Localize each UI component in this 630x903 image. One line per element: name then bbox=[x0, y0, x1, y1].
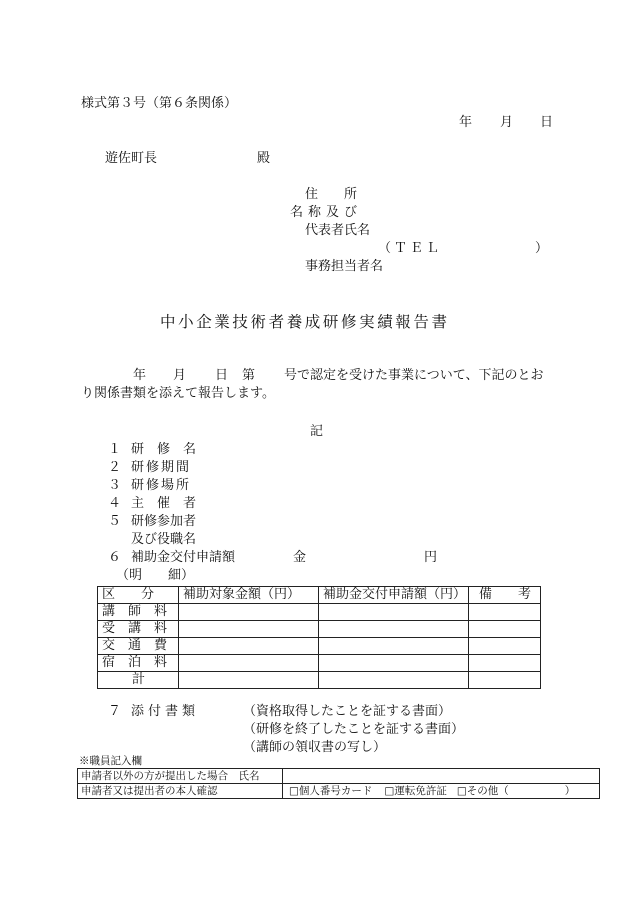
body-line2: り関係書類を添えて報告します。 bbox=[81, 386, 275, 401]
item-4-num: ４ bbox=[108, 496, 122, 511]
cell-requested[interactable] bbox=[319, 672, 469, 689]
cell-requested[interactable] bbox=[319, 621, 469, 638]
header-eligible-amount: 補助対象金額（円） bbox=[179, 587, 319, 604]
cell-remarks[interactable] bbox=[469, 604, 541, 621]
attachment-3: （講師の領収書の写し） bbox=[243, 740, 387, 755]
date-year-label: 年 bbox=[459, 115, 473, 130]
item-6-label: 補助金交付申請額 bbox=[131, 550, 236, 565]
breakdown-label: （明 細） bbox=[116, 568, 195, 583]
item-2-label: 研修期間 bbox=[131, 460, 192, 475]
attachment-1: （資格取得したことを証する書面） bbox=[243, 704, 452, 719]
document-title: 中小企業技術者養成研修実績報告書 bbox=[160, 313, 450, 331]
body-year: 年 bbox=[133, 368, 147, 383]
option-drivers-license[interactable]: □運転免許証 bbox=[384, 785, 447, 797]
attachment-2: （研修を終了したことを証する書面） bbox=[243, 722, 465, 737]
row-label: 受 講 料 bbox=[98, 621, 179, 638]
address-label: 住 所 bbox=[305, 187, 358, 202]
item-3-num: ３ bbox=[108, 478, 122, 493]
form-number: 様式第３号（第６条関係） bbox=[81, 96, 238, 111]
cell-requested[interactable] bbox=[319, 655, 469, 672]
row-label: 交 通 費 bbox=[98, 638, 179, 655]
item-7-num: ７ bbox=[108, 704, 122, 719]
option-other-close: ） bbox=[564, 785, 576, 797]
header-requested-amount: 補助金交付申請額（円） bbox=[319, 587, 469, 604]
cell-remarks[interactable] bbox=[469, 638, 541, 655]
tel-open: （ＴＥＬ bbox=[378, 241, 443, 256]
contact-label: 事務担当者名 bbox=[305, 259, 384, 274]
ki-label: 記 bbox=[310, 424, 324, 439]
body-line1-rest: 号で認定を受けた事業について、下記のとお bbox=[284, 368, 544, 383]
option-mynumber-card[interactable]: □個人番号カード bbox=[289, 785, 373, 797]
cell-eligible[interactable] bbox=[179, 655, 319, 672]
cell-remarks[interactable] bbox=[469, 672, 541, 689]
item-1-num: １ bbox=[108, 442, 122, 457]
item-5-num: ５ bbox=[108, 514, 122, 529]
addressee-name: 遊佐町長 bbox=[105, 151, 158, 166]
submitter-label: 申請者以外の方が提出した場合 氏名 bbox=[78, 769, 283, 784]
identity-options bbox=[283, 784, 600, 799]
cell-remarks[interactable] bbox=[469, 655, 541, 672]
item-4-label: 主 催 者 bbox=[131, 496, 197, 511]
table-row bbox=[98, 655, 541, 672]
cell-eligible[interactable] bbox=[179, 638, 319, 655]
table-row-total bbox=[98, 672, 541, 689]
item-5-label: 研修参加者 bbox=[131, 514, 197, 529]
submitter-name-cell[interactable] bbox=[283, 769, 600, 784]
breakdown-table bbox=[97, 586, 541, 689]
table-header-row bbox=[98, 587, 541, 604]
cell-remarks[interactable] bbox=[469, 621, 541, 638]
staff-heading: ※職員記入欄 bbox=[79, 755, 142, 767]
item-6-unit: 円 bbox=[424, 550, 438, 565]
item-1-label: 研 修 名 bbox=[131, 442, 197, 457]
staff-row-submitter bbox=[78, 769, 600, 784]
item-2-num: ２ bbox=[108, 460, 122, 475]
tel-close: ） bbox=[535, 241, 549, 256]
row-label-total: 計 bbox=[98, 672, 179, 689]
row-label: 宿 泊 料 bbox=[98, 655, 179, 672]
item-6-currency: 金 bbox=[293, 550, 307, 565]
item-7-label: 添付書類 bbox=[131, 704, 200, 719]
name-label-line2: 代表者氏名 bbox=[305, 223, 371, 238]
option-other[interactable]: □その他（ bbox=[456, 785, 509, 797]
body-no: 第 bbox=[242, 368, 256, 383]
date-month-label: 月 bbox=[500, 115, 514, 130]
cell-requested[interactable] bbox=[319, 638, 469, 655]
table-row bbox=[98, 638, 541, 655]
cell-eligible[interactable] bbox=[179, 621, 319, 638]
staff-table bbox=[77, 768, 600, 799]
name-label-line1: 名称及び bbox=[290, 205, 363, 220]
row-label: 講 師 料 bbox=[98, 604, 179, 621]
date-day-label: 日 bbox=[540, 115, 554, 130]
table-row bbox=[98, 621, 541, 638]
body-month: 月 bbox=[173, 368, 187, 383]
item-5-label2: 及び役職名 bbox=[131, 532, 197, 547]
item-3-label: 研修場所 bbox=[131, 478, 192, 493]
header-category: 区 分 bbox=[98, 587, 179, 604]
staff-row-identity bbox=[78, 784, 600, 799]
addressee-honorific: 殿 bbox=[257, 151, 271, 166]
cell-eligible[interactable] bbox=[179, 604, 319, 621]
cell-requested[interactable] bbox=[319, 604, 469, 621]
item-6-num: ６ bbox=[108, 550, 122, 565]
header-remarks: 備 考 bbox=[469, 587, 541, 604]
body-day: 日 bbox=[215, 368, 229, 383]
table-row bbox=[98, 604, 541, 621]
cell-eligible[interactable] bbox=[179, 672, 319, 689]
identity-label: 申請者又は提出者の本人確認 bbox=[78, 784, 283, 799]
